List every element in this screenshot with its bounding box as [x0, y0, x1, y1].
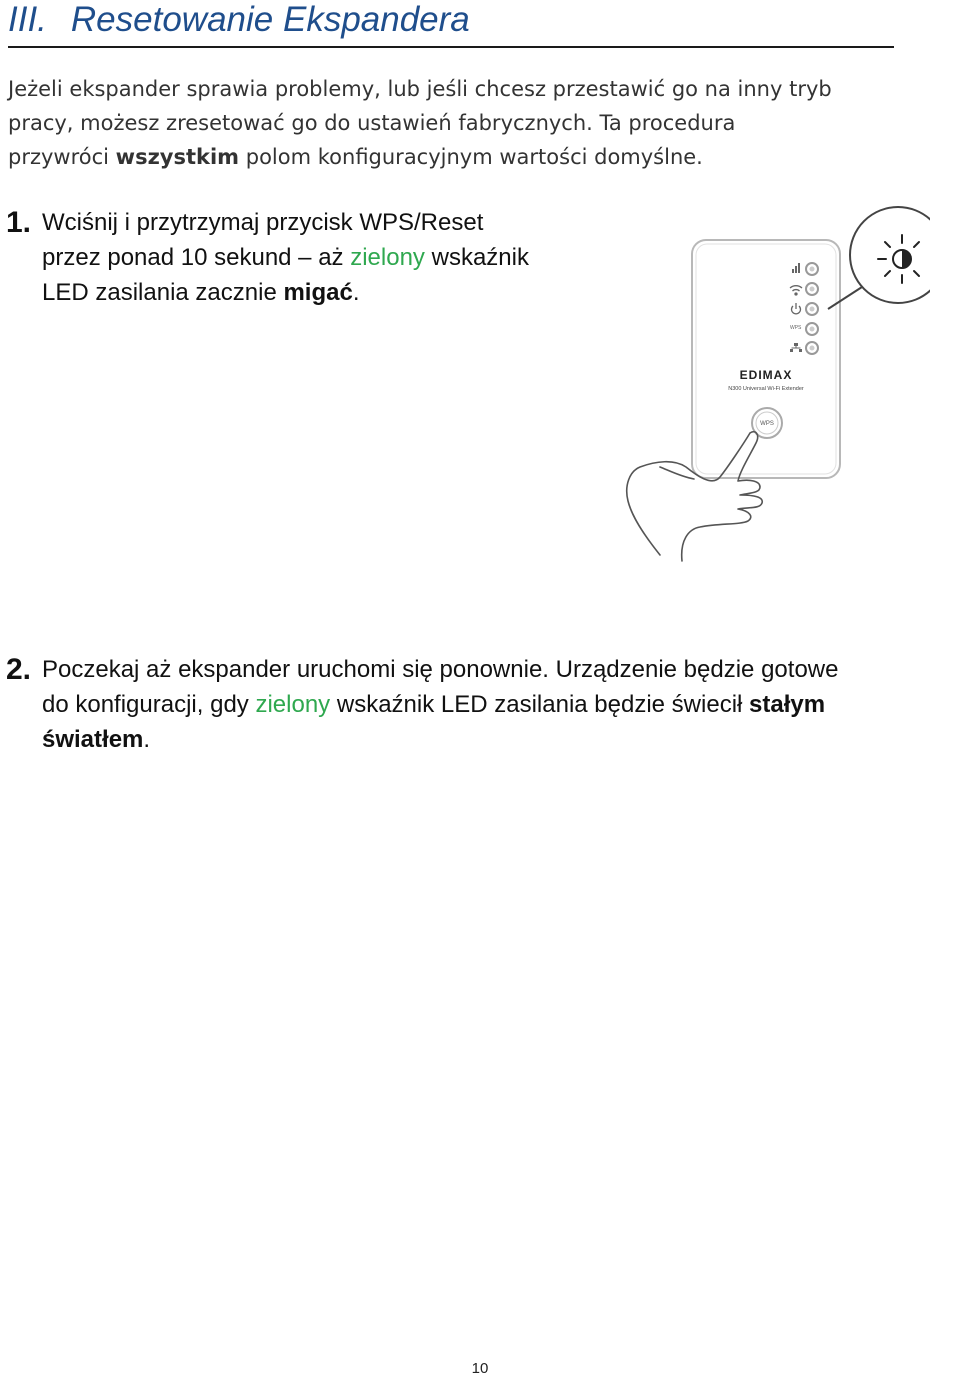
- step-bold-text: stałym: [749, 691, 826, 718]
- step-text: wskaźnik LED zasilania będzie świecił: [330, 691, 750, 718]
- led-callout-bubble: [850, 207, 930, 303]
- intro-text: przywróci: [8, 145, 116, 169]
- intro-bold-text: wszystkim: [115, 145, 240, 169]
- step-number: 2.: [6, 653, 32, 686]
- step-text: wskaźnik: [424, 244, 529, 271]
- step-line: [42, 687, 942, 722]
- step-text: do konfiguracji, gdy: [42, 691, 256, 718]
- section-number: III.: [8, 0, 47, 39]
- intro-text: polom konfiguracyjnym wartości domyślne.: [239, 145, 703, 169]
- step-text: .: [143, 726, 151, 753]
- page-number: 10: [471, 1360, 489, 1377]
- green-highlight: zielony: [255, 691, 331, 718]
- step-line: Wciśnij i przytrzymaj przycisk WPS/Reset: [42, 209, 484, 236]
- extender-body: [692, 240, 840, 478]
- green-highlight: zielony: [350, 244, 425, 271]
- intro-line: Jeżeli ekspander sprawia problemy, lub jeśli chcesz przestawić go na inny tryb: [8, 77, 832, 101]
- step-bold-text: światłem: [42, 726, 144, 753]
- intro-line: pracy, możesz zresetować go do ustawień fabrycznych. Ta procedura: [8, 111, 736, 135]
- wps-led-label: WPS: [790, 325, 802, 331]
- step-line: Poczekaj aż ekspander uruchomi się ponownie. Urządzenie będzie gotowe: [42, 656, 839, 683]
- brand-logo: EDIMAX: [739, 368, 793, 382]
- device-illustration: [600, 205, 930, 565]
- step-bold-text: migać: [283, 279, 353, 306]
- step-2: [6, 652, 942, 757]
- step-line: [42, 240, 602, 275]
- step-text: przez ponad 10 sekund – aż: [42, 244, 351, 271]
- intro-line: [8, 140, 938, 174]
- model-label: N300 Universal Wi-Fi Extender: [728, 386, 804, 392]
- intro-paragraph: [8, 72, 938, 174]
- section-heading: [8, 0, 898, 40]
- heading-underline: [8, 46, 894, 48]
- section-title: Resetowanie Ekspandera: [70, 0, 470, 39]
- step-text: .: [352, 279, 360, 306]
- step-1: [6, 205, 602, 310]
- wps-button-label: WPS: [760, 421, 774, 427]
- step-number: 1.: [6, 206, 32, 239]
- step-line: [42, 722, 942, 757]
- step-line: [42, 275, 602, 310]
- step-text: LED zasilania zacznie: [42, 279, 284, 306]
